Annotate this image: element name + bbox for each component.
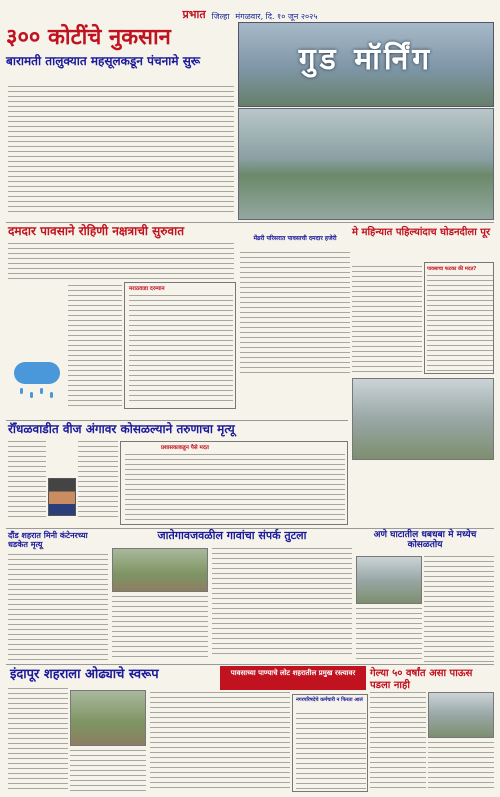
road-text-2 [112, 596, 208, 658]
indapur-photo [70, 690, 146, 746]
lightning-box-title: प्रशासकाकडून पैसे मदत [161, 445, 209, 451]
tree-text-2 [356, 608, 422, 662]
date-label: मंगळवार, दि. १० जून २०२५ [235, 12, 318, 21]
masthead [6, 4, 494, 22]
road-headline: जातेगावजवळील गावांचा संपर्क तुटला [157, 529, 307, 542]
lightning-headline: रॉँधळवाडीत वीज अंगावर कोसळल्याने तरुणाचा मृत्यू [8, 422, 235, 436]
rohini-text [8, 243, 234, 281]
road-text [212, 548, 352, 658]
lightning-text-2 [78, 441, 118, 521]
rohini-headline: दमदार पावसाने रोहिणी नक्षत्राची सुरुवात [8, 224, 185, 238]
record-headline: गेल्या ५० वर्षांत असा पाऊस पडला नाही [370, 668, 473, 691]
truck-text [8, 554, 108, 664]
indapur-side-title: नगरपरिषदेचे कर्मचारी न फिरता आलं [296, 697, 363, 703]
tree-text [424, 556, 494, 662]
lightning-box [120, 441, 348, 525]
divider [6, 420, 348, 421]
brand-name: प्रभात [182, 8, 206, 21]
rohini-text-2 [68, 285, 122, 407]
main-subheadline: बारामती तालुक्यात महसूलकडून पंचनामे सुरू [6, 54, 201, 68]
indapur-text [8, 688, 68, 792]
ghod-small-text [240, 252, 350, 374]
indapur-text-3 [150, 692, 290, 792]
record-photo [428, 692, 494, 738]
truck-headline: दौंड शहरात मिनी कंटेनरच्या धडकेत मृत्यू [8, 530, 88, 550]
lead-story-text [8, 86, 234, 214]
main-headline: ३०० कोटींचे नुकसान [6, 24, 171, 50]
rain-note-banner: पावसाच्या पाण्याचे लोट शहरातील प्रमुख रस्त्यावर [220, 666, 366, 690]
weather-box-text [129, 295, 233, 405]
ghod-text [352, 266, 422, 376]
divider [6, 222, 494, 223]
flood-box-title: पावसाचा फटका की मदत? [427, 266, 477, 272]
ghod-headline: मे महिन्यात पहिल्यांदाच घोडनदीला पूर [352, 227, 491, 238]
record-text [370, 692, 426, 792]
rain-icon [14, 362, 60, 402]
victim-photo [48, 478, 76, 516]
indapur-side-box [292, 694, 368, 792]
flood-box [424, 262, 494, 374]
tree-headline: अणे घाटातील धबधबा मे मध्येच कोसळतोय [373, 530, 477, 551]
edition-label: जिल्हा [211, 12, 230, 21]
record-text-2 [428, 742, 494, 792]
lightning-text [8, 441, 46, 521]
road-photo [112, 548, 208, 592]
waterfall-photo [356, 556, 422, 604]
indapur-side-text [296, 713, 366, 789]
good-morning-banner [238, 22, 494, 107]
ghod-small-headline: मेंढरी परिसरात पावसाची दमदार हजेरी [253, 235, 337, 242]
flood-field-photo [238, 108, 494, 220]
banner-title: गुड मॉर्निंग [298, 42, 434, 77]
weather-box-title: मराठवाडा दरम्यान [129, 286, 165, 292]
divider [6, 664, 494, 665]
river-flood-photo [352, 378, 494, 460]
indapur-text-2 [70, 750, 146, 792]
weather-box [124, 282, 236, 409]
lightning-box-text [125, 454, 345, 522]
indapur-headline: इंदापूर शहराला ओढ्याचे स्वरूप [10, 667, 159, 682]
flood-box-text [427, 275, 493, 371]
